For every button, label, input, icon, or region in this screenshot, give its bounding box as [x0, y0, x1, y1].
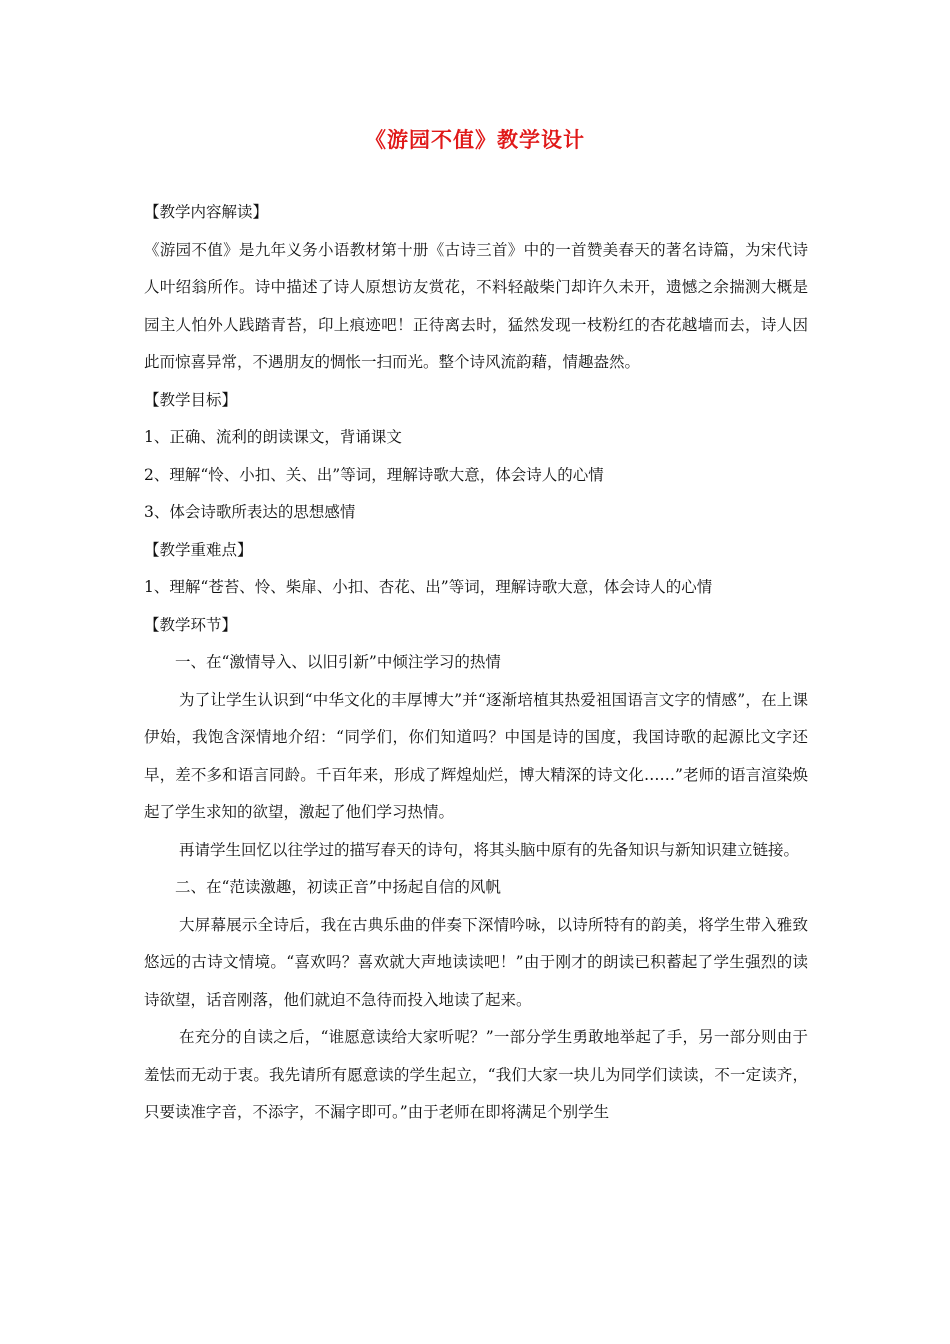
focus-item: 1、理解“苍苔、怜、柴扉、小扣、杏花、出”等词，理解诗歌大意，体会诗人的心情 — [144, 578, 713, 596]
section-heading-steps: 【教学环节】 — [144, 615, 238, 634]
content-paragraph: 《游园不值》是九年义务小语教材第十册《古诗三首》中的一首赞美春天的著名诗篇，为宋代诗人叶绍翁所作。诗中描述了诗人原想访友赏花，不料轻敲柴门却许久未开，遗憾之余揣测大概是园主人怕外人践踏青苔，印上痕迹吧！正待离去时，猛然发现一枝粉红的杏花越墙而去，诗人因此而惊喜异常，不遇朋友的惆怅一扫而光。整个诗风流韵藉，情趣盎然。 — [144, 240, 808, 371]
goal-item: 2、理解“怜、小扣、关、出”等词，理解诗歌大意，体会诗人的心情 — [144, 465, 604, 484]
goal-item: 1、正确、流利的朗读课文，背诵课文 — [144, 428, 402, 446]
step2-title: 二、在“范读激趣，初读正音”中扬起自信的风帆 — [175, 878, 501, 896]
step2-paragraph-1: 大屏幕展示全诗后，我在古典乐曲的伴奏下深情吟咏，以诗所特有的韵美，将学生带入雅致悠远的古诗文情境。“喜欢吗？喜欢就大声地读读吧！”由于刚才的朗读已积蓄起了学生强烈的读诗欲望，话音刚落，他们就迫不急待而投入地读了起来。 — [144, 915, 808, 1009]
section-heading-focus: 【教学重难点】 — [144, 540, 253, 559]
section-heading-goals: 【教学目标】 — [144, 390, 238, 409]
goal-item: 3、体会诗歌所表达的思想感情 — [144, 503, 356, 521]
section-heading-content: 【教学内容解读】 — [144, 203, 269, 221]
step2-paragraph-2: 在充分的自读之后，“谁愿意读给大家听呢？”一部分学生勇敢地举起了手，另一部分则由于羞怯而无动于衷。我先请所有愿意读的学生起立，“我们大家一块儿为同学们读读，不一定读齐，只要读准字音，不添字，不漏字即可。”由于老师在即将满足个别学生 — [144, 1028, 808, 1121]
step1-paragraph-2: 再请学生回忆以往学过的描写春天的诗句，将其头脑中原有的先备知识与新知识建立链接。 — [179, 840, 800, 859]
step1-paragraph-1: 为了让学生认识到“中华文化的丰厚博大”并“逐渐培植其热爱祖国语言文字的情感”，在上课伊始，我饱含深情地介绍：“同学们，你们知道吗？中国是诗的国度，我国诗歌的起源比文字还早，差不多和语言同龄。千百年来，形成了辉煌灿烂，博大精深的诗文化……”老师的语言渲染焕起了学生求知的欲望，激起了他们学习热情。 — [144, 690, 808, 821]
document-title: 《游园不值》教学设计 — [365, 127, 585, 152]
document-body — [144, 194, 808, 1132]
step1-title: 一、在“激情导入、以旧引新”中倾注学习的热情 — [175, 653, 501, 671]
